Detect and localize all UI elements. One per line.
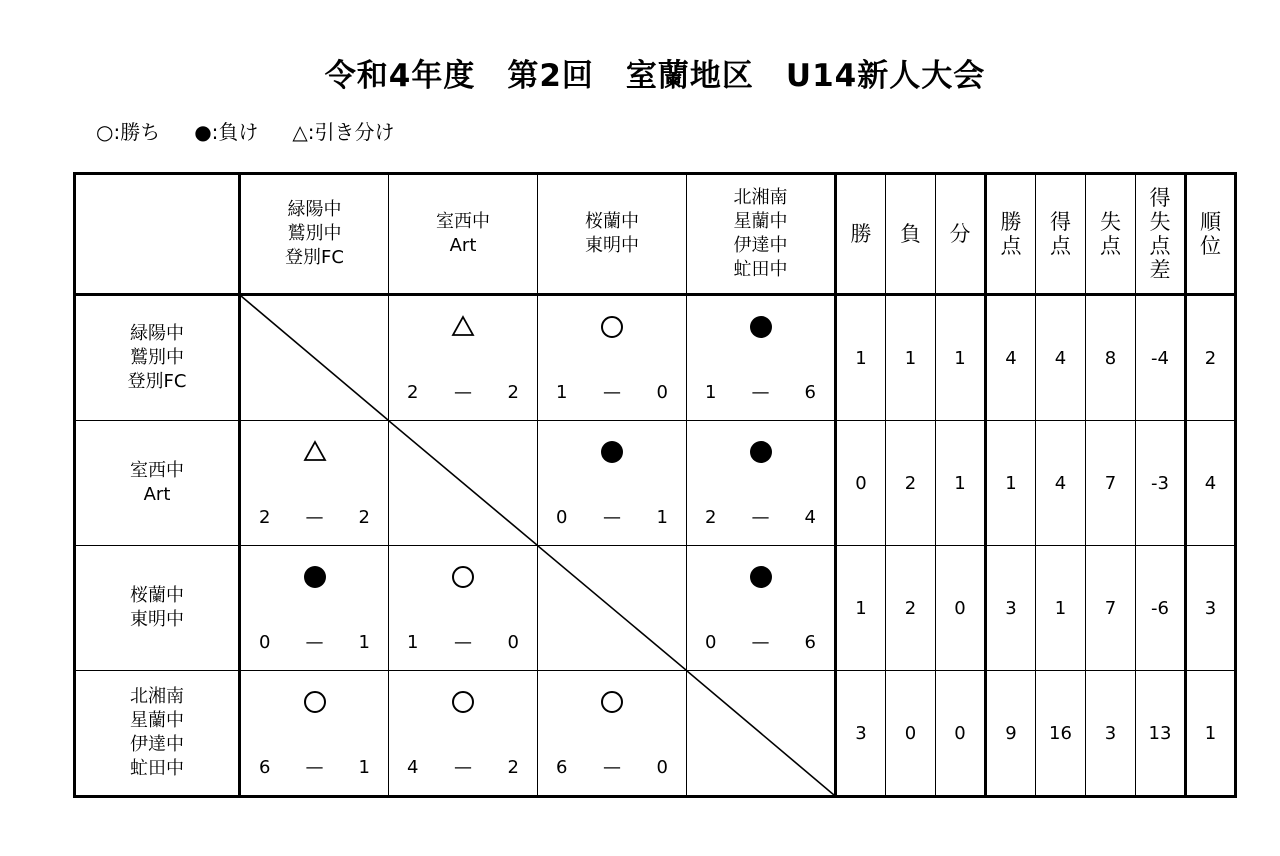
score-dash: — xyxy=(305,756,324,778)
score-dash: — xyxy=(454,631,472,653)
team-name-line: 北湘南 xyxy=(733,187,788,208)
row-team-name xyxy=(75,546,240,671)
header-draws: 分 xyxy=(936,174,986,295)
stat-losses: 1 xyxy=(886,295,936,421)
header-goal-diff: 得失点差 xyxy=(1136,174,1186,295)
table-row xyxy=(75,546,1236,671)
row-team-name xyxy=(75,295,240,421)
result-mark xyxy=(389,314,537,346)
stat-goal-diff: 13 xyxy=(1136,671,1186,797)
score-for: 1 xyxy=(556,381,568,403)
legend xyxy=(96,116,429,145)
result-mark xyxy=(538,314,686,346)
header-team-1 xyxy=(240,174,389,295)
team-name-line: 鷲別中 xyxy=(130,347,184,368)
legend-loss: ●:負け xyxy=(194,120,259,144)
match-score xyxy=(259,630,370,654)
match-score xyxy=(407,380,519,404)
header-wins: 勝 xyxy=(836,174,886,295)
team-name-line: 虻田中 xyxy=(130,758,184,779)
score-against: 6 xyxy=(804,381,816,403)
win-mark-icon xyxy=(599,314,625,340)
loss-mark-icon xyxy=(302,564,328,590)
stat-goals-against: 7 xyxy=(1086,421,1136,546)
stat-rank: 1 xyxy=(1186,671,1236,797)
score-dash: — xyxy=(603,506,621,528)
win-mark-icon xyxy=(302,689,328,715)
score-dash: — xyxy=(603,381,621,403)
score-dash: — xyxy=(454,381,472,403)
team-name-line: 緑陽中 xyxy=(130,323,184,344)
win-mark-icon xyxy=(599,689,625,715)
score-against: 2 xyxy=(358,506,370,528)
score-for: 2 xyxy=(705,506,717,528)
score-for: 1 xyxy=(705,381,717,403)
team-name-line: 星蘭中 xyxy=(733,211,788,232)
score-for: 6 xyxy=(556,756,568,778)
score-for: 0 xyxy=(705,631,717,653)
stat-points: 9 xyxy=(986,671,1036,797)
result-mark xyxy=(687,439,834,471)
score-against: 1 xyxy=(656,506,668,528)
score-dash: — xyxy=(305,631,324,653)
result-mark xyxy=(538,439,686,471)
score-for: 2 xyxy=(259,506,271,528)
result-mark xyxy=(687,314,834,346)
team-name-line: 北湘南 xyxy=(130,686,184,707)
score-dash: — xyxy=(305,506,324,528)
match-score xyxy=(407,755,519,779)
stat-points: 4 xyxy=(986,295,1036,421)
team-name-line: 緑陽中 xyxy=(287,199,342,220)
result-mark xyxy=(389,564,537,596)
match-score xyxy=(556,505,668,529)
row-team-name xyxy=(75,671,240,797)
match-score xyxy=(705,380,816,404)
result-mark xyxy=(687,564,834,596)
match-result-cell xyxy=(240,546,389,671)
score-for: 1 xyxy=(407,631,419,653)
stat-goal-diff: -3 xyxy=(1136,421,1186,546)
stat-draws: 1 xyxy=(936,421,986,546)
league-table xyxy=(73,172,1237,798)
score-against: 2 xyxy=(507,756,519,778)
diagonal-cell xyxy=(240,295,389,421)
stat-draws: 0 xyxy=(936,671,986,797)
header-row xyxy=(75,174,1236,295)
score-against: 4 xyxy=(804,506,816,528)
legend-win: ○:勝ち xyxy=(96,120,161,144)
match-score xyxy=(259,755,370,779)
stat-draws: 1 xyxy=(936,295,986,421)
draw-mark-icon xyxy=(302,439,328,465)
stat-goals-against: 7 xyxy=(1086,546,1136,671)
header-team-2 xyxy=(389,174,538,295)
team-name-line: 虻田中 xyxy=(733,259,788,280)
match-score xyxy=(705,630,816,654)
stat-wins: 3 xyxy=(836,671,886,797)
stat-losses: 2 xyxy=(886,421,936,546)
table-row xyxy=(75,671,1236,797)
stat-wins: 1 xyxy=(836,295,886,421)
match-result-cell xyxy=(538,295,687,421)
team-name-line: Art xyxy=(143,484,171,505)
table-row xyxy=(75,295,1236,421)
team-name-line: 登別FC xyxy=(127,371,187,392)
match-score xyxy=(556,380,668,404)
draw-mark-icon xyxy=(450,314,476,340)
score-for: 0 xyxy=(556,506,568,528)
team-name-line: 東明中 xyxy=(130,609,184,630)
score-for: 6 xyxy=(259,756,271,778)
stat-goals-against: 3 xyxy=(1086,671,1136,797)
stat-rank: 2 xyxy=(1186,295,1236,421)
header-goals-for: 得点 xyxy=(1036,174,1086,295)
score-dash: — xyxy=(603,756,621,778)
match-result-cell xyxy=(389,546,538,671)
team-name-line: 伊達中 xyxy=(733,235,788,256)
table-row xyxy=(75,421,1236,546)
team-name-line: 伊達中 xyxy=(130,734,184,755)
header-losses: 負 xyxy=(886,174,936,295)
loss-mark-icon xyxy=(748,439,774,465)
team-name-line: 鷲別中 xyxy=(287,223,342,244)
stat-goal-diff: -4 xyxy=(1136,295,1186,421)
diagonal-cell xyxy=(538,546,687,671)
stat-points: 3 xyxy=(986,546,1036,671)
match-result-cell xyxy=(538,421,687,546)
result-mark xyxy=(241,564,388,596)
diagonal-line xyxy=(538,546,686,670)
score-against: 2 xyxy=(507,381,519,403)
diagonal-line xyxy=(241,296,388,420)
result-mark xyxy=(241,439,388,471)
stat-goals-for: 1 xyxy=(1036,546,1086,671)
match-result-cell xyxy=(538,671,687,797)
match-score xyxy=(556,755,668,779)
score-dash: — xyxy=(751,506,770,528)
team-name-line: 東明中 xyxy=(585,235,639,256)
diagonal-line xyxy=(389,421,537,545)
header-rank: 順位 xyxy=(1186,174,1236,295)
corner-cell xyxy=(75,174,240,295)
diagonal-cell xyxy=(687,671,836,797)
match-result-cell xyxy=(240,421,389,546)
match-score xyxy=(407,630,519,654)
stat-rank: 3 xyxy=(1186,546,1236,671)
team-name-line: 室西中 xyxy=(436,211,490,232)
header-team-3 xyxy=(538,174,687,295)
score-dash: — xyxy=(454,756,472,778)
team-name-line: Art xyxy=(449,235,477,256)
score-against: 6 xyxy=(804,631,816,653)
stat-goals-for: 4 xyxy=(1036,421,1086,546)
diagonal-line xyxy=(687,671,834,795)
result-mark xyxy=(241,689,388,721)
stat-wins: 1 xyxy=(836,546,886,671)
team-name-line: 室西中 xyxy=(130,460,184,481)
match-result-cell xyxy=(687,546,836,671)
team-name-line: 桜蘭中 xyxy=(585,211,639,232)
loss-mark-icon xyxy=(599,439,625,465)
stat-rank: 4 xyxy=(1186,421,1236,546)
match-score xyxy=(705,505,816,529)
team-name-line: 桜蘭中 xyxy=(130,585,184,606)
stat-wins: 0 xyxy=(836,421,886,546)
score-for: 2 xyxy=(407,381,419,403)
score-against: 0 xyxy=(507,631,519,653)
loss-mark-icon xyxy=(748,314,774,340)
legend-draw: △:引き分け xyxy=(292,120,395,144)
score-for: 0 xyxy=(259,631,271,653)
match-score xyxy=(259,505,370,529)
stat-losses: 2 xyxy=(886,546,936,671)
score-against: 1 xyxy=(358,631,370,653)
stat-goal-diff: -6 xyxy=(1136,546,1186,671)
score-against: 0 xyxy=(656,381,668,403)
stat-points: 1 xyxy=(986,421,1036,546)
match-result-cell xyxy=(389,671,538,797)
score-for: 4 xyxy=(407,756,419,778)
loss-mark-icon xyxy=(748,564,774,590)
stat-goals-for: 4 xyxy=(1036,295,1086,421)
score-against: 1 xyxy=(358,756,370,778)
match-result-cell xyxy=(687,295,836,421)
team-name-line: 星蘭中 xyxy=(130,710,184,731)
result-mark xyxy=(538,689,686,721)
team-name-line: 登別FC xyxy=(285,247,344,268)
match-result-cell xyxy=(240,671,389,797)
score-dash: — xyxy=(751,381,770,403)
header-team-4 xyxy=(687,174,836,295)
win-mark-icon xyxy=(450,564,476,590)
stat-goals-for: 16 xyxy=(1036,671,1086,797)
score-against: 0 xyxy=(656,756,668,778)
diagonal-cell xyxy=(389,421,538,546)
row-team-name xyxy=(75,421,240,546)
header-goals-against: 失点 xyxy=(1086,174,1136,295)
win-mark-icon xyxy=(450,689,476,715)
score-dash: — xyxy=(751,631,770,653)
result-mark xyxy=(389,689,537,721)
stat-draws: 0 xyxy=(936,546,986,671)
stat-goals-against: 8 xyxy=(1086,295,1136,421)
page-title: 令和4年度 第2回 室蘭地区 U14新人大会 xyxy=(324,58,986,94)
match-result-cell xyxy=(389,295,538,421)
header-points: 勝点 xyxy=(986,174,1036,295)
match-result-cell xyxy=(687,421,836,546)
stat-losses: 0 xyxy=(886,671,936,797)
